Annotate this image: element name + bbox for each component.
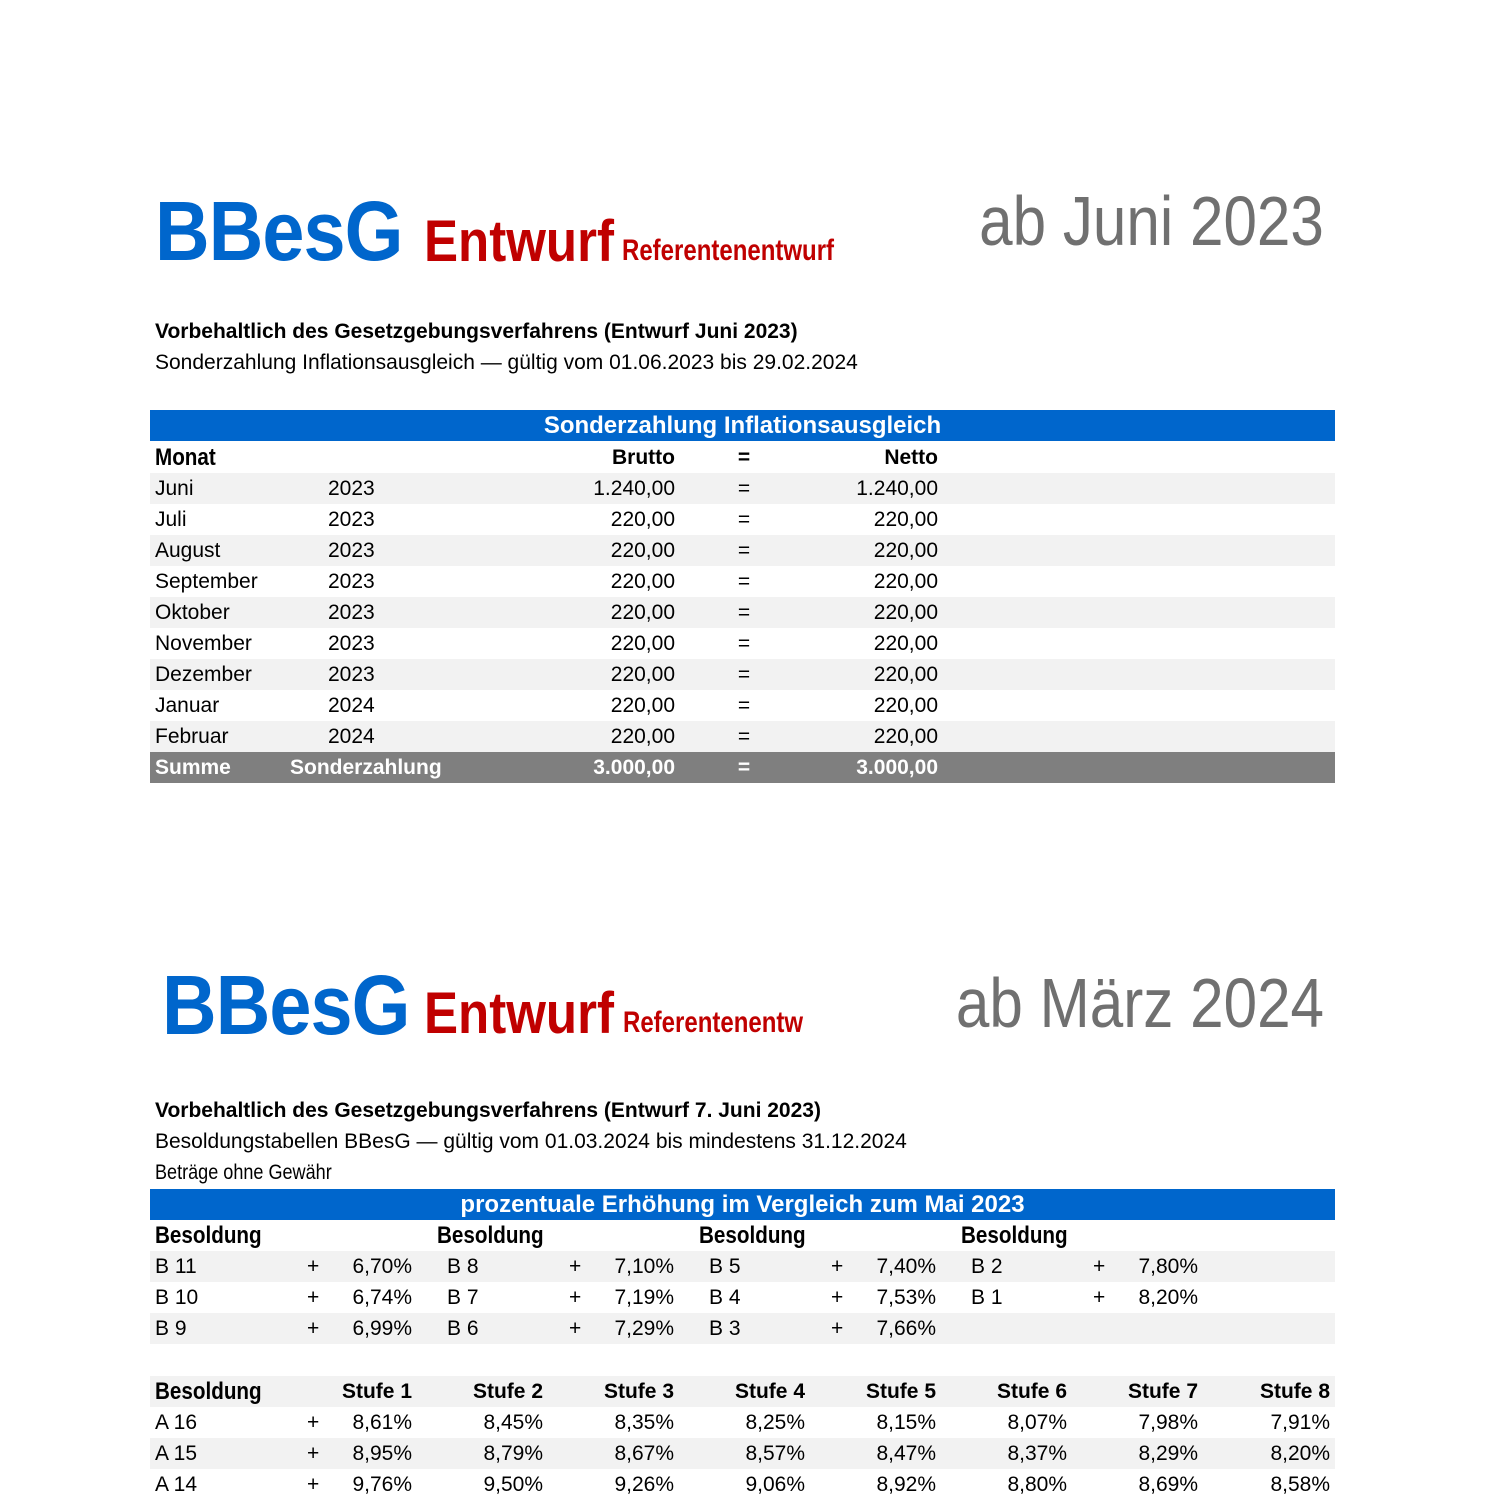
subtitle-2 — [155, 1130, 907, 1154]
total-label: Summe — [155, 756, 231, 779]
stufe-value-cell: 9,76% — [352, 1473, 412, 1496]
stufe-value-cell: 8,95% — [352, 1442, 412, 1465]
stufe-value-cell: 8,15% — [876, 1411, 936, 1434]
stufe-value-cell: 9,50% — [483, 1473, 543, 1496]
increase-title-bar: prozentuale Erhöhung im Vergleich zum Mai 2023 — [150, 1189, 1335, 1220]
plus-sign: + — [569, 1317, 582, 1340]
stufe-2-header: Stufe 2 — [472, 1380, 543, 1403]
stufe-value-cell: 8,61% — [352, 1411, 412, 1434]
stufe-7-header: Stufe 7 — [1127, 1380, 1198, 1403]
stufe-4-header: Stufe 4 — [734, 1380, 805, 1403]
plus-sign: + — [831, 1317, 844, 1340]
stufe-value-cell: 8,07% — [1007, 1411, 1067, 1434]
stufe-value-cell: 8,37% — [1007, 1442, 1067, 1465]
grade-cell: A 15 — [155, 1442, 198, 1465]
month-cell: Juli — [155, 508, 187, 531]
stufe-value-cell: 8,69% — [1138, 1473, 1198, 1496]
table-row — [150, 659, 1335, 690]
grade-cell: B 11 — [155, 1255, 197, 1278]
besoldung-header: Besoldung — [961, 1222, 1068, 1249]
year-cell: 2023 — [328, 632, 375, 655]
plus-sign: + — [307, 1286, 320, 1309]
plus-sign: + — [307, 1442, 320, 1465]
year-cell: 2023 — [328, 477, 375, 500]
stufe-1-header: Stufe 1 — [341, 1380, 412, 1403]
eq-cell: = — [737, 601, 751, 624]
subtitle-bold: Vorbehaltlich des Gesetzgebungsverfahrens (Entwurf Juni 2023) — [155, 320, 798, 343]
stufe-value-cell: 8,57% — [745, 1442, 805, 1465]
total-brutto: 3.000,00 — [593, 756, 675, 779]
plus-sign: + — [831, 1255, 844, 1278]
stufe-value-cell: 8,47% — [876, 1442, 936, 1465]
total-label-2: Sonderzahlung — [290, 756, 442, 779]
stufe-value-cell: 8,35% — [614, 1411, 674, 1434]
grade-cell: A 16 — [155, 1411, 198, 1434]
stufe-value-cell: 8,79% — [483, 1442, 543, 1465]
period-label-2: ab März 2024 — [955, 964, 1324, 1042]
netto-cell: 220,00 — [873, 508, 938, 531]
year-cell: 2023 — [328, 663, 375, 686]
table-row — [150, 504, 1335, 535]
percent-cell: 6,74% — [352, 1286, 412, 1309]
increase-header-row — [150, 1220, 1335, 1251]
plus-sign: + — [307, 1473, 320, 1496]
brutto-cell: 220,00 — [610, 570, 675, 593]
percent-cell: 7,19% — [614, 1286, 674, 1309]
brutto-cell: 220,00 — [610, 601, 675, 624]
table-header-row — [150, 442, 1335, 473]
stufe-value-cell: 9,26% — [614, 1473, 674, 1496]
besoldung-header: Besoldung — [155, 1222, 262, 1249]
stufe-3-header: Stufe 3 — [603, 1380, 674, 1403]
stufe-8-header: Stufe 8 — [1259, 1380, 1330, 1403]
percent-cell: 6,99% — [352, 1317, 412, 1340]
brutto-cell: 220,00 — [610, 508, 675, 531]
grade-cell: B 6 — [447, 1317, 479, 1340]
note: Beträge ohne Gewähr — [155, 1161, 332, 1184]
month-cell: Januar — [155, 694, 220, 717]
grade-cell: A 14 — [155, 1473, 198, 1496]
grade-cell: B 7 — [447, 1286, 479, 1309]
year-cell: 2024 — [328, 694, 375, 717]
year-cell: 2023 — [328, 539, 375, 562]
stufe-value-cell: 8,92% — [876, 1473, 936, 1496]
brutto-cell: 220,00 — [610, 539, 675, 562]
stufen-row — [150, 1438, 1335, 1469]
month-cell: Dezember — [155, 663, 252, 686]
besoldung-header: Besoldung — [155, 1378, 262, 1405]
stufe-value-cell: 8,67% — [614, 1442, 674, 1465]
title-bbesg-2: BBesG — [162, 958, 410, 1052]
stufen-row — [150, 1469, 1335, 1500]
header-monat: Monat — [155, 444, 216, 471]
stufe-5-header: Stufe 5 — [865, 1380, 936, 1403]
plus-sign: + — [1093, 1286, 1106, 1309]
subtitle-bold-2: Vorbehaltlich des Gesetzgebungsverfahrens (Entwurf 7. Juni 2023) — [155, 1099, 821, 1122]
brutto-cell: 220,00 — [610, 725, 675, 748]
percent-cell: 7,10% — [614, 1255, 674, 1278]
title-bbesg: BBesG — [155, 184, 403, 278]
table-row — [150, 690, 1335, 721]
month-cell: Oktober — [155, 601, 230, 624]
stufen-row — [150, 1407, 1335, 1438]
stufe-value-cell: 8,25% — [745, 1411, 805, 1434]
header-brutto: Brutto — [612, 446, 675, 469]
netto-cell: 220,00 — [873, 601, 938, 624]
plus-sign: + — [307, 1317, 320, 1340]
title-referentenentwurf-2: Referentenentw — [623, 1006, 804, 1039]
table-total-row — [150, 752, 1335, 783]
stufe-value-cell: 7,91% — [1270, 1411, 1330, 1434]
percent-cell: 7,40% — [876, 1255, 936, 1278]
year-cell: 2023 — [328, 601, 375, 624]
stufe-value-cell: 8,45% — [483, 1411, 543, 1434]
besoldung-header: Besoldung — [699, 1222, 806, 1249]
percent-cell: 7,66% — [876, 1317, 936, 1340]
netto-cell: 220,00 — [873, 663, 938, 686]
month-cell: September — [155, 570, 258, 593]
increase-row — [150, 1313, 1335, 1344]
stufe-value-cell: 9,06% — [745, 1473, 805, 1496]
total-netto: 3.000,00 — [856, 756, 938, 779]
plus-sign: + — [569, 1286, 582, 1309]
stufe-value-cell: 7,98% — [1138, 1411, 1198, 1434]
percent-cell: 7,80% — [1138, 1255, 1198, 1278]
netto-cell: 220,00 — [873, 539, 938, 562]
eq-cell: = — [737, 570, 751, 593]
title-entwurf-2: Entwurf — [424, 981, 614, 1046]
table-row — [150, 597, 1335, 628]
year-cell: 2023 — [328, 508, 375, 531]
eq-cell: = — [737, 694, 751, 717]
plus-sign: + — [569, 1255, 582, 1278]
subtitle-2-text: Besoldungstabellen BBesG — gültig vom 01.03.2024 bis mindestens 31.12.2024 — [155, 1130, 907, 1153]
percent-cell: 7,53% — [876, 1286, 936, 1309]
year-cell: 2024 — [328, 725, 375, 748]
month-cell: Juni — [155, 477, 194, 500]
brutto-cell: 220,00 — [610, 632, 675, 655]
percent-cell: 7,29% — [614, 1317, 674, 1340]
grade-cell: B 3 — [709, 1317, 741, 1340]
stufe-value-cell: 8,29% — [1138, 1442, 1198, 1465]
total-eq: = — [737, 756, 751, 779]
netto-cell: 220,00 — [873, 725, 938, 748]
subtitle: Sonderzahlung Inflationsausgleich — gültig vom 01.06.2023 bis 29.02.2024 — [155, 351, 858, 374]
period-label: ab Juni 2023 — [979, 182, 1324, 260]
besoldung-header: Besoldung — [437, 1222, 544, 1249]
grade-cell: B 1 — [971, 1286, 1003, 1309]
netto-cell: 1.240,00 — [856, 477, 938, 500]
stufe-value-cell: 8,58% — [1270, 1473, 1330, 1496]
plus-sign: + — [831, 1286, 844, 1309]
header-eq: = — [737, 446, 751, 469]
netto-cell: 220,00 — [873, 694, 938, 717]
eq-cell: = — [737, 539, 751, 562]
eq-cell: = — [737, 508, 751, 531]
percent-cell: 6,70% — [352, 1255, 412, 1278]
title-referentenentwurf: Referentenentwurf — [622, 234, 835, 267]
stufe-value-cell: 8,80% — [1007, 1473, 1067, 1496]
header-netto: Netto — [884, 446, 938, 469]
plus-sign: + — [1093, 1255, 1106, 1278]
increase-row — [150, 1282, 1335, 1313]
brutto-cell: 1.240,00 — [593, 477, 675, 500]
plus-sign: + — [307, 1411, 320, 1434]
year-cell: 2023 — [328, 570, 375, 593]
grade-cell: B 2 — [971, 1255, 1003, 1278]
grade-cell: B 5 — [709, 1255, 741, 1278]
brutto-cell: 220,00 — [610, 694, 675, 717]
table-row — [150, 628, 1335, 659]
table-row — [150, 535, 1335, 566]
grade-cell: B 9 — [155, 1317, 187, 1340]
month-cell: November — [155, 632, 252, 655]
eq-cell: = — [737, 663, 751, 686]
eq-cell: = — [737, 632, 751, 655]
month-cell: Februar — [155, 725, 229, 748]
grade-cell: B 8 — [447, 1255, 479, 1278]
plus-sign: + — [307, 1255, 320, 1278]
brutto-cell: 220,00 — [610, 663, 675, 686]
increase-row — [150, 1251, 1335, 1282]
eq-cell: = — [737, 725, 751, 748]
table-row — [150, 473, 1335, 504]
stufe-value-cell: 8,20% — [1270, 1442, 1330, 1465]
stufen-header-row — [150, 1376, 1335, 1407]
grade-cell: B 4 — [709, 1286, 741, 1309]
month-cell: August — [155, 539, 221, 562]
percent-cell: 8,20% — [1138, 1286, 1198, 1309]
title-entwurf: Entwurf — [424, 209, 614, 274]
table-row — [150, 721, 1335, 752]
eq-cell: = — [737, 477, 751, 500]
grade-cell: B 10 — [155, 1286, 199, 1309]
table-row — [150, 566, 1335, 597]
netto-cell: 220,00 — [873, 570, 938, 593]
netto-cell: 220,00 — [873, 632, 938, 655]
table-title-bar: Sonderzahlung Inflationsausgleich — [150, 410, 1335, 441]
stufe-6-header: Stufe 6 — [996, 1380, 1067, 1403]
